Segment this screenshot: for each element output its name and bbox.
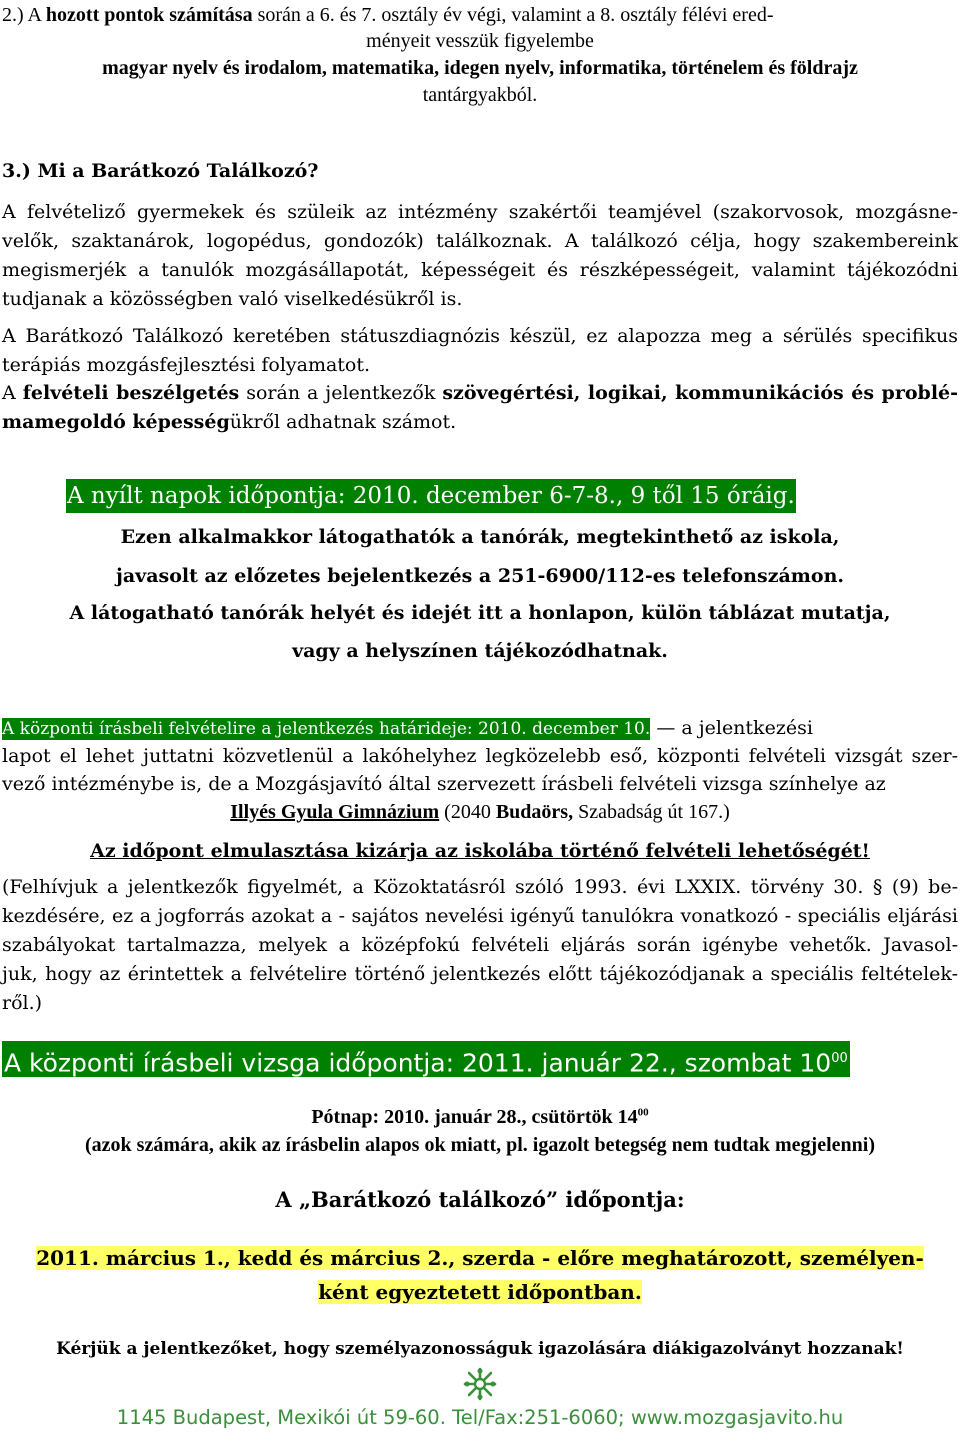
deadline-line1: A központi írásbeli felvételire a jelentkezés határideje: 2010. december 10. — a jelentkezési bbox=[2, 717, 813, 739]
section2-line2: ményeit vesszük figyelembe bbox=[366, 30, 594, 52]
makeup-day: Pótnap: 2010. január 28., csütörtök $14^{00}$ bbox=[311, 1106, 649, 1128]
section2-line1: 2.) A hozott pontok számítása során a 6. és 7. osztály év végi, valamint a 8. osztály félévi ered- bbox=[2, 4, 774, 26]
deadline-line2: lapot el lehet juttatni közvetlenül a lakóhelyhez legközelebb eső, központi felvételi vizsgát szer- bbox=[2, 745, 958, 767]
closing-note: Kérjük a jelentkezőket, hogy személyazonosságuk igazolására diákigazolványt hozzanak! bbox=[56, 1339, 904, 1359]
open-days-line2: javasolt az előzetes bejelentkezés a 251-6900/112-es telefonszámon. bbox=[115, 565, 844, 587]
open-days-line4: vagy a helyszínen tájékozódhatnak. bbox=[292, 640, 668, 662]
section3-p2-line1: A Barátkozó Találkozó keretében státuszdiagnózis készül, ez alapozza meg a sérülés specifikus bbox=[2, 325, 958, 347]
section3-p3-line2: mamegoldó képességükről adhatnak számot. bbox=[2, 411, 457, 433]
section3-p1-line2: velők, szaktanárok, logopédus, gondozók) találkoznak. A találkozó célja, hogy szakembereink bbox=[2, 230, 958, 252]
section3-p1-line3: megismerjék a tanulók mozgásállapotát, képességeit és részképességeit, valamint tájékozódni bbox=[2, 259, 958, 281]
notice-line2: kezdésére, ez a jogforrás azokat a - sajátos nevelési igényű tanulókra vonatkozó - speciális eljárási bbox=[2, 905, 958, 927]
makeup-note: (azok számára, akik az írásbelin alapos ok miatt, pl. igazolt betegség nem tudtak megjelenni) bbox=[85, 1134, 875, 1156]
notice-line5: ről.) bbox=[2, 992, 43, 1014]
deadline-line3: vező intézménybe is, de a Mozgásjavító által szervezett írásbeli felvételi vizsga színhelye az bbox=[2, 773, 886, 795]
section2-line4: tantárgyakból. bbox=[422, 84, 538, 106]
section3-p1-line4: tudjanak a közösségben való viselkedésükről is. bbox=[2, 288, 463, 310]
notice-line4: juk, hogy az érintettek a felvételire történő jelentkezés előtt tájékozódjanak a speciális feltételek- bbox=[2, 963, 958, 985]
open-days-line3: A látogatható tanórák helyét és idejét itt a honlapon, külön táblázat mutatja, bbox=[69, 602, 891, 624]
open-days-heading: A nyílt napok időpontja: 2010. december 6-7-8., 9 től 15 óráig. bbox=[66, 479, 796, 513]
section3-heading: 3.) Mi a Barátkozó Találkozó? bbox=[2, 160, 319, 182]
exam-heading: A központi írásbeli vizsga időpontja: 2011. január 22., szombat $10^{00}$ bbox=[2, 1041, 850, 1077]
notice-line1: (Felhívjuk a jelentkezők figyelmét, a Közoktatásról szóló 1993. évi LXXIX. törvény 30. § (9) be- bbox=[2, 876, 958, 898]
footer-address: 1145 Budapest, Mexikói út 59-60. Tel/Fax:251-6060; www.mozgasjavito.hu bbox=[116, 1406, 844, 1429]
section3-p3-line1: A felvételi beszélgetés során a jelentkezők szövegértési, logikai, kommunikációs és problé- bbox=[2, 382, 959, 404]
meeting-line2: ként egyeztetett időpontban. bbox=[318, 1280, 642, 1304]
open-days-line1: Ezen alkalmakkor látogathatók a tanórák, megtekinthető az iskola, bbox=[120, 526, 840, 548]
exam-venue: Illyés Gyula Gimnázium (2040 Budaörs, Szabadság út 167.) bbox=[230, 801, 730, 823]
deadline-warning: Az időpont elmulasztása kizárja az iskolába történő felvételi lehetőségét! bbox=[90, 840, 870, 862]
section2-subjects: magyar nyelv és irodalom, matematika, idegen nyelv, informatika, történelem és földrajz bbox=[102, 57, 858, 79]
flower-ornament-icon bbox=[463, 1367, 497, 1401]
section3-p1-line1: A felvételiző gyermekek és szüleik az intézmény szakértői teamjével (szakorvosok, mozgásne- bbox=[2, 201, 958, 223]
section3-p2-line2: terápiás mozgásfejlesztési folyamatot. bbox=[2, 354, 371, 376]
meeting-heading: A „Barátkozó találkozó” időpontja: bbox=[275, 1187, 685, 1212]
meeting-line1: 2011. március 1., kedd és március 2., szerda - előre meghatározott, személyen- bbox=[36, 1246, 924, 1270]
notice-line3: szabályokat tartalmazza, melyek a középfokú felvételi eljárás során igénybe vehetők. Javasol- bbox=[2, 934, 958, 956]
deadline-highlight: A központi írásbeli felvételire a jelentkezés határideje: 2010. december 10. bbox=[2, 719, 651, 739]
